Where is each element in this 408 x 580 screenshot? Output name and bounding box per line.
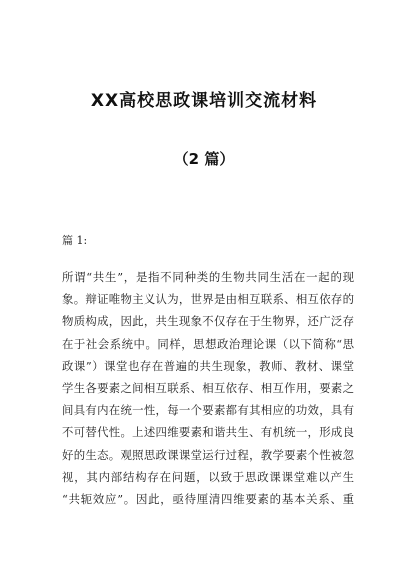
paragraph-line: 象。辩证唯物主义认为，世界是由相互联系、相互依存的 — [62, 292, 354, 307]
document-title: XX高校思政课培训交流材料 — [90, 91, 318, 111]
paragraph-line: 所谓“共生”，是指不同种类的生物共同生活在一起的现 — [62, 270, 354, 284]
paragraph-line: 学生各要素之间相互联系、相互依存、相互作用，要素之 — [62, 380, 354, 395]
paragraph-line: 视，其内部结构存在问题，以致于思政课课堂难以产生 — [62, 469, 354, 484]
paragraph-line: 好的生态。观照思政课课堂运行过程，教学要素个性被忽 — [62, 447, 354, 462]
paragraph-line: 在于社会系统中。同样，思想政治理论课（以下简称“思 — [62, 336, 354, 351]
paragraph-line: 政课”）课堂也存在普遍的共生现象，教师、教材、课堂 — [62, 358, 354, 373]
paragraph-line: “共轭效应”。因此，亟待厘清四维要素的基本关系、重 — [62, 491, 354, 506]
document-subtitle: （2 篇） — [173, 150, 235, 168]
paragraph-line: 物质构成，因此，共生现象不仅存在于生物界，还广泛存 — [62, 314, 354, 329]
body-paragraph — [62, 266, 354, 510]
section-label: 篇 1: — [62, 234, 88, 247]
paragraph-line: 不可替代性。上述四维要素和谐共生、有机统一，形成良 — [62, 425, 354, 440]
paragraph-line: 间具有内在统一性，每一个要素都有其相应的功效，具有 — [62, 403, 354, 418]
